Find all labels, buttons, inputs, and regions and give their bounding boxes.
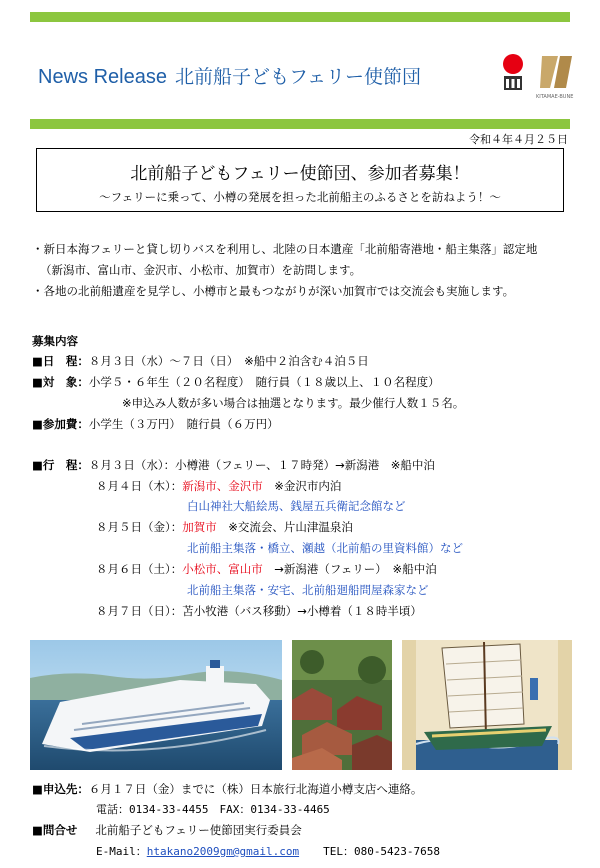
japan-heritage-logo: [496, 52, 530, 100]
day2-sights: 白山神社大船絵馬、銭屋五兵衛記念館など: [187, 499, 406, 513]
dates-label: ■日 程：: [32, 354, 89, 368]
contact-row: [32, 823, 302, 838]
contact-email-row: [96, 844, 440, 859]
itinerary-day5: ８月７日（日）：苫小牧港（バス移動）→小樽着（１８時半頃）: [96, 604, 422, 618]
headline-title: 北前船子どもフェリー使節団、参加者募集！: [130, 164, 470, 184]
itinerary-day2: [96, 479, 341, 494]
title-jp: 北前船子どもフェリー使節団: [174, 66, 422, 88]
day2-date: ８月４日（木）：: [96, 479, 183, 493]
target-label: ■対 象：: [32, 375, 89, 389]
headline-box: [36, 148, 564, 212]
day2-note: ※金沢市内泊: [262, 479, 342, 493]
apply-label: ■申込先：: [32, 782, 89, 796]
kitamaebune-painting: [402, 640, 572, 770]
target-note: ※申込み人数が多い場合は抽選となります。最少催行人数１５名。: [122, 396, 465, 410]
itinerary-day1: [32, 458, 435, 473]
target-value: 小学５・６年生（２０名程度） 随行員（１８歳以上、１０名程度）: [88, 375, 440, 389]
day3-note: ※交流会、片山津温泉泊: [216, 520, 353, 534]
day4-note: →新潟港（フェリー） ※船中泊: [262, 562, 437, 576]
apply-tel: 電話：0134-33-4455 FAX：0134-33-4465: [96, 803, 330, 816]
itinerary-label: ■行 程：: [32, 458, 89, 472]
apply-text: ６月１７日（金）までに（株）日本旅行北海道小樽支店へ連絡。: [88, 782, 423, 796]
headline-subtitle: ～フェリーに乗って、小樽の発展を担った北前船主のふるさとを訪ねよう！～: [99, 190, 501, 204]
bullet-1: ・新日本海フェリーと貸し切りバスを利用し、北陸の日本遺産「北前船寄港地・船主集落」認定地: [32, 242, 538, 256]
day2-cities: 新潟市、金沢市: [182, 479, 263, 493]
kitamae-bune-logo: [536, 52, 576, 100]
page-title: [38, 62, 421, 89]
day4-sights: 北前船主集落・安宅、北前船廻船問屋森家など: [187, 583, 429, 597]
fee-row: [32, 417, 279, 432]
apply-row: [32, 782, 422, 797]
header-bottom-bar: [30, 119, 570, 129]
title-en: News Release: [38, 66, 167, 88]
email-link[interactable]: htakano2009gm@gmail.com: [146, 845, 300, 858]
fee-value: 小学生（３万円） 随行員（６万円）: [88, 417, 279, 431]
day4-cities: 小松市、富山市: [182, 562, 263, 576]
contact-label: ■問合せ: [32, 823, 78, 837]
village-photo: [292, 640, 392, 770]
day4-date: ８月６日（土）：: [96, 562, 183, 576]
header-top-bar: [30, 12, 570, 22]
contact-tel: TEL：080-5423-7658: [323, 845, 441, 858]
email-label: E-Mail：: [96, 845, 147, 858]
itinerary-day4: [96, 562, 437, 577]
contact-org: 北前船子どもフェリー使節団実行委員会: [95, 823, 302, 837]
release-date: 令和４年４月２５日: [469, 133, 568, 146]
dates-value: ８月３日（水）～７日（日） ※船中２泊含む４泊５日: [88, 354, 369, 368]
day3-cities: 加賀市: [182, 520, 217, 534]
recruit-heading: 募集内容: [32, 334, 78, 348]
bullet-1-cont: （新潟市、富山市、金沢市、小松市、加賀市）を訪問します。: [40, 263, 362, 277]
bullet-2: ・各地の北前船遺産を見学し、小樽市と最もつながりが深い加賀市では交流会も実施します。: [32, 284, 515, 298]
ferry-photo: [30, 640, 282, 770]
day3-sights: 北前船主集落・橋立、瀬越（北前船の里資料館）など: [187, 541, 463, 555]
dates-row: [32, 354, 369, 369]
day3-date: ８月５日（金）：: [96, 520, 183, 534]
day1-text: ８月３日（水）：小樽港（フェリー、１７時発）→新潟港 ※船中泊: [88, 458, 435, 472]
itinerary-day3: [96, 520, 353, 535]
fee-label: ■参加費：: [32, 417, 89, 431]
logo-caption: KITAMAE-BUNE: [536, 94, 574, 100]
target-row: [32, 375, 440, 390]
